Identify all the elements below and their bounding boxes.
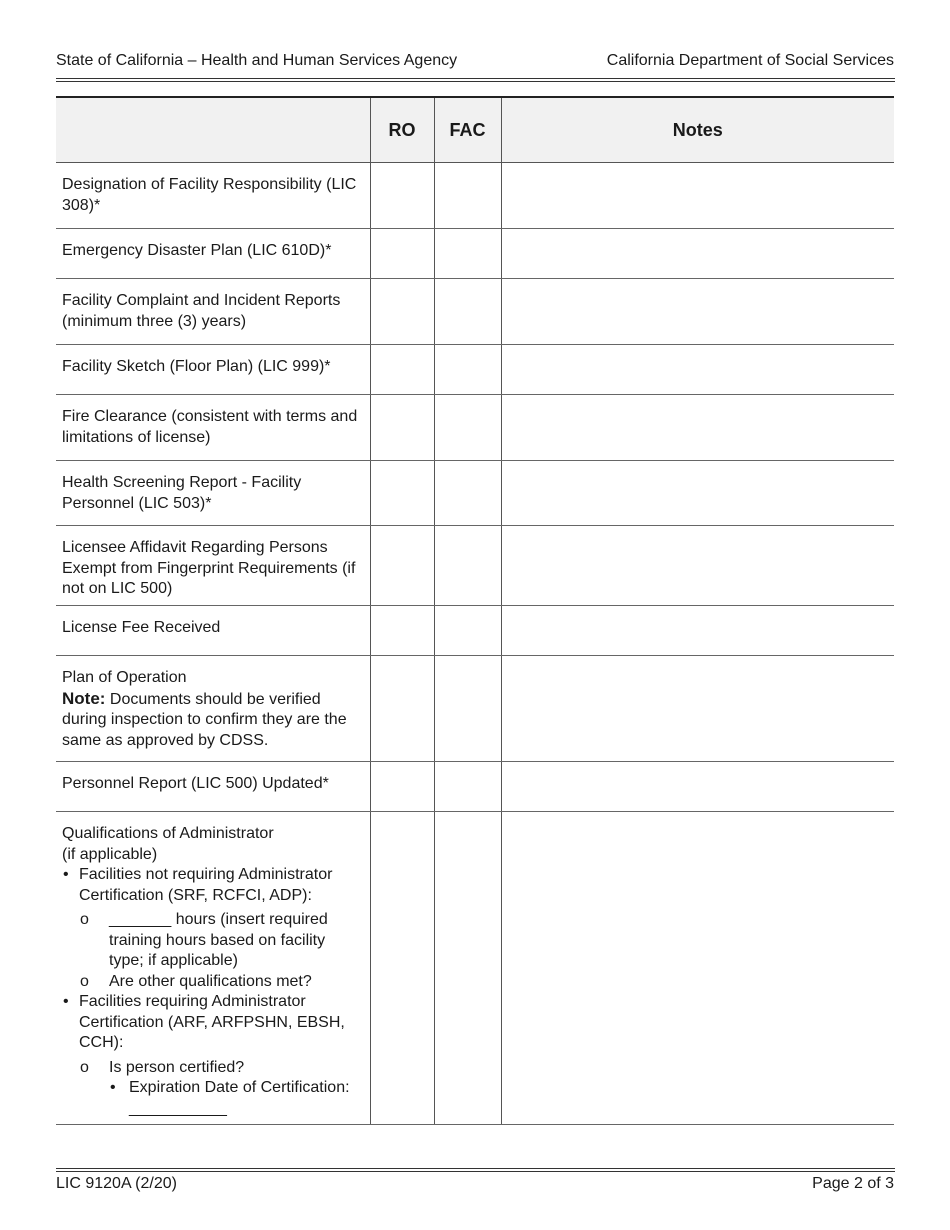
- notes-cell[interactable]: [501, 163, 894, 229]
- notes-cell[interactable]: [501, 812, 894, 1125]
- bullet-text: Facilities requiring Administrator Certification (ARF, ARFPSHN, EBSH, CCH):: [79, 993, 345, 1051]
- row-item-label: Designation of Facility Responsibility (LIC 308)*: [56, 163, 370, 229]
- notes-cell[interactable]: [501, 279, 894, 345]
- table-row: [56, 812, 894, 1125]
- notes-cell[interactable]: [501, 461, 894, 526]
- sub-bullet-text: _______ hours (insert required training hours based on facility type; if applicable): [109, 911, 328, 969]
- ro-cell[interactable]: [370, 395, 434, 461]
- checklist-table: [56, 96, 894, 1125]
- ro-cell[interactable]: [370, 812, 434, 1125]
- table-row: [56, 461, 894, 526]
- ro-cell[interactable]: [370, 526, 434, 606]
- ro-cell[interactable]: [370, 656, 434, 762]
- table-row: [56, 656, 894, 762]
- row-item-label: Facility Complaint and Incident Reports (minimum three (3) years): [56, 279, 370, 345]
- fac-cell[interactable]: [434, 461, 501, 526]
- notes-cell[interactable]: [501, 345, 894, 395]
- row-item-label: Emergency Disaster Plan (LIC 610D)*: [56, 229, 370, 279]
- table-header-row: [56, 97, 894, 163]
- notes-cell[interactable]: [501, 656, 894, 762]
- row-item-label: Plan of Operation: [62, 669, 187, 686]
- table-row: [56, 526, 894, 606]
- ro-cell[interactable]: [370, 606, 434, 656]
- note-label: Note:: [62, 688, 106, 708]
- header-agency: State of California – Health and Human Services Agency: [56, 52, 458, 69]
- sub-list-item: [79, 1058, 364, 1120]
- qualifications-list: [62, 865, 364, 1119]
- row-item-label: Facility Sketch (Floor Plan) (LIC 999)*: [56, 345, 370, 395]
- row-item-plan-of-operation: [56, 656, 370, 762]
- row-item-label: License Fee Received: [56, 606, 370, 656]
- sub-sub-list: [109, 1078, 364, 1119]
- row-item-label: Licensee Affidavit Regarding Persons Exempt from Fingerprint Requirements (if not on LIC 500): [56, 526, 370, 606]
- fac-cell[interactable]: [434, 395, 501, 461]
- sub-list-item: [79, 910, 364, 972]
- sub-list: [79, 910, 364, 992]
- ro-cell[interactable]: [370, 461, 434, 526]
- column-header-ro: RO: [370, 97, 434, 163]
- fac-cell[interactable]: [434, 279, 501, 345]
- fac-cell[interactable]: [434, 345, 501, 395]
- sub-list-item: [79, 972, 364, 993]
- fac-cell[interactable]: [434, 229, 501, 279]
- sub-sub-list-item: • Expiration Date of Certification: ___________: [109, 1078, 364, 1119]
- column-header-item: [56, 97, 370, 163]
- notes-cell[interactable]: [501, 606, 894, 656]
- fac-cell[interactable]: [434, 163, 501, 229]
- row-item-qualifications: [56, 812, 370, 1125]
- table-row: [56, 395, 894, 461]
- column-header-fac: FAC: [434, 97, 501, 163]
- circle-bullet-icon: o: [80, 911, 89, 928]
- page-number: Page 2 of 3: [812, 1175, 894, 1192]
- qualifications-subtitle: (if applicable): [62, 845, 158, 863]
- header-department: California Department of Social Services: [606, 52, 894, 69]
- fac-cell[interactable]: [434, 606, 501, 656]
- sub-bullet-text: Are other qualifications met?: [109, 972, 312, 990]
- ro-cell[interactable]: [370, 279, 434, 345]
- bullet-text: Facilities not requiring Administrator Certification (SRF, RCFCI, ADP):: [79, 866, 333, 904]
- row-item-label: Health Screening Report - Facility Personnel (LIC 503)*: [56, 461, 370, 526]
- fac-cell[interactable]: [434, 526, 501, 606]
- circle-bullet-icon: o: [80, 1058, 89, 1076]
- notes-cell[interactable]: [501, 395, 894, 461]
- fac-cell[interactable]: [434, 656, 501, 762]
- ro-cell[interactable]: [370, 345, 434, 395]
- ro-cell[interactable]: [370, 762, 434, 812]
- circle-bullet-icon: o: [80, 972, 89, 990]
- notes-cell[interactable]: [501, 762, 894, 812]
- table-row: [56, 229, 894, 279]
- notes-cell[interactable]: [501, 229, 894, 279]
- table-row: [56, 606, 894, 656]
- sub-bullet-text: Is person certified?: [109, 1058, 245, 1076]
- qualifications-title: Qualifications of Administrator: [62, 825, 274, 842]
- table-row: [56, 345, 894, 395]
- note-text: Documents should be verified during inspection to confirm they are the same as approved by CDSS.: [62, 690, 347, 749]
- row-item-label: Personnel Report (LIC 500) Updated*: [56, 762, 370, 812]
- table-row: [56, 762, 894, 812]
- fac-cell[interactable]: [434, 812, 501, 1125]
- ro-cell[interactable]: [370, 163, 434, 229]
- list-item: [62, 992, 364, 1119]
- row-item-label: Fire Clearance (consistent with terms and limitations of license): [56, 395, 370, 461]
- footer-rule: [56, 1168, 895, 1172]
- table-row: [56, 279, 894, 345]
- form-number: LIC 9120A (2/20): [56, 1175, 177, 1192]
- column-header-notes: Notes: [501, 97, 894, 163]
- header-rule: [56, 78, 895, 82]
- row-item-note: [62, 689, 364, 752]
- ro-cell[interactable]: [370, 229, 434, 279]
- sub-list: [79, 1058, 364, 1120]
- page-header: [56, 52, 894, 72]
- page-footer: [56, 1175, 894, 1195]
- table-row: [56, 163, 894, 229]
- notes-cell[interactable]: [501, 526, 894, 606]
- list-item: [62, 865, 364, 992]
- fac-cell[interactable]: [434, 762, 501, 812]
